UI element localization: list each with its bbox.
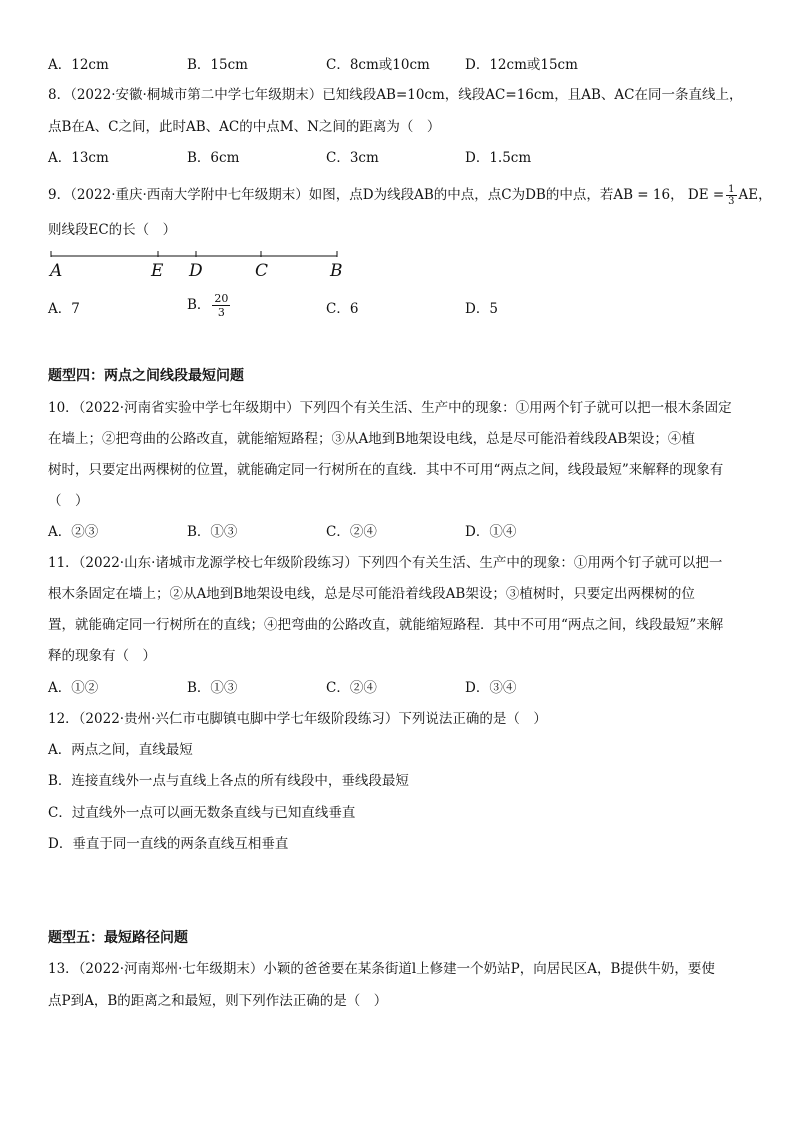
q10-option-c: C．②④ [326, 524, 377, 540]
q8-option-c: C．3cm [326, 150, 379, 166]
q9-option-b-fraction [212, 292, 230, 319]
q13-stem-line2: 点P到A，B的距离之和最短，则下列作法正确的是（ ） [48, 993, 388, 1009]
q9-option-d: D．5 [465, 301, 498, 317]
point-label-e: E [151, 261, 164, 281]
point-label-c: C [255, 261, 269, 281]
q10-stem-line3: 树时，只要定出两棵树的位置，就能确定同一行树所在的直线．其中不可用“两点之间，线段最短”来解释的现象有 [48, 462, 724, 478]
q9-option-a: A．7 [48, 301, 80, 317]
q8-option-d: D．1.5cm [465, 150, 532, 166]
q11-stem-line3: 置，就能确定同一行树所在的直线；④把弯曲的公路改直，就能缩短路程．其中不可用“两点之间，线段最短”来解 [48, 617, 724, 633]
q8-stem-line2: 点B在A、C之间，此时AB、AC的中点M、N之间的距离为（ ） [48, 119, 441, 135]
q10-stem-line1: 10．（2022·河南省实验中学七年级期中）下列四个有关生活、生产中的现象：①用两个钉子就可以把一根木条固定 [48, 400, 732, 416]
q9-stem-text-a: 9．（2022·重庆·西南大学附中七年级期末）如图，点D为线段AB的中点，点C为DB的中点，若AB = 16， DE = [48, 187, 725, 203]
q8-stem-line1: 8．（2022·安徽·桐城市第二中学七年级期末）已知线段AB=10cm，线段AC=16cm，且AB、AC在同一条直线上， [48, 87, 743, 103]
q10-option-b: B．①③ [187, 524, 238, 540]
section-title-4: 题型四：两点之间线段最短问题 [48, 368, 244, 384]
point-label-b: B [330, 261, 343, 281]
q7-option-d: D．12cm或15cm [465, 57, 578, 73]
q9-option-c: C．6 [326, 301, 359, 317]
q9-fraction [726, 184, 736, 207]
q13-stem-line1: 13．（2022·河南郑州·七年级期末）小颖的爸爸要在某条街道l上修建一个奶站P，向居民区A，B提供牛奶，要使 [48, 961, 715, 977]
q9-option-b-numerator: 20 [214, 292, 229, 305]
q11-stem-line2: 根木条固定在墙上；②从A地到B地架设电线，总是尽可能沿着线段AB架设；③植树时，只要定出两棵树的位 [48, 586, 695, 602]
q9-option-b-letter: B． [187, 297, 211, 313]
q11-stem-line1: 11．（2022·山东·诸城市龙源学校七年级阶段练习）下列四个有关生活、生产中的现象：①用两个钉子就可以把一 [48, 555, 723, 571]
q9-fraction-denominator: 3 [728, 196, 735, 207]
q8-option-a: A．13cm [48, 150, 109, 166]
q9-stem-line2: 则线段EC的长（ ） [48, 222, 177, 238]
q7-option-b: B．15cm [187, 57, 248, 73]
point-label-d: D [189, 261, 203, 281]
q11-option-c: C．②④ [326, 680, 377, 696]
q10-option-a: A．②③ [48, 524, 99, 540]
q10-stem-line2: 在墙上；②把弯曲的公路改直，就能缩短路程；③从A地到B地架设电线，总是尽可能沿着线段AB架设；④植 [48, 431, 695, 447]
q12-option-c: C．过直线外一点可以画无数条直线与已知直线垂直 [48, 805, 356, 821]
q7-option-c: C．8cm或10cm [326, 57, 430, 73]
q12-option-a: A．两点之间，直线最短 [48, 742, 193, 758]
q7-option-a: A．12cm [48, 57, 109, 73]
q10-option-d: D．①④ [465, 524, 517, 540]
q12-option-b: B．连接直线外一点与直线上各点的所有线段中，垂线段最短 [48, 773, 409, 789]
q10-stem-line4: （ ） [48, 493, 89, 509]
q12-stem-line1: 12．（2022·贵州·兴仁市屯脚镇屯脚中学七年级阶段练习）下列说法正确的是（ ） [48, 711, 547, 727]
q11-stem-line4: 释的现象有（ ） [48, 648, 156, 664]
q11-option-d: D．③④ [465, 680, 517, 696]
q9-fraction-numerator: 1 [728, 184, 735, 195]
q11-option-a: A．①② [48, 680, 99, 696]
q9-stem-line1 [48, 184, 772, 207]
q9-option-b-denominator: 3 [217, 306, 225, 319]
q9-stem-text-b: AE， [738, 187, 772, 203]
q11-option-b: B．①③ [187, 680, 238, 696]
q12-option-d: D．垂直于同一直线的两条直线互相垂直 [48, 836, 289, 852]
q8-option-b: B．6cm [187, 150, 240, 166]
point-label-a: A [50, 261, 63, 281]
section-title-5: 题型五：最短路径问题 [48, 930, 188, 946]
q9-option-b [187, 292, 232, 319]
